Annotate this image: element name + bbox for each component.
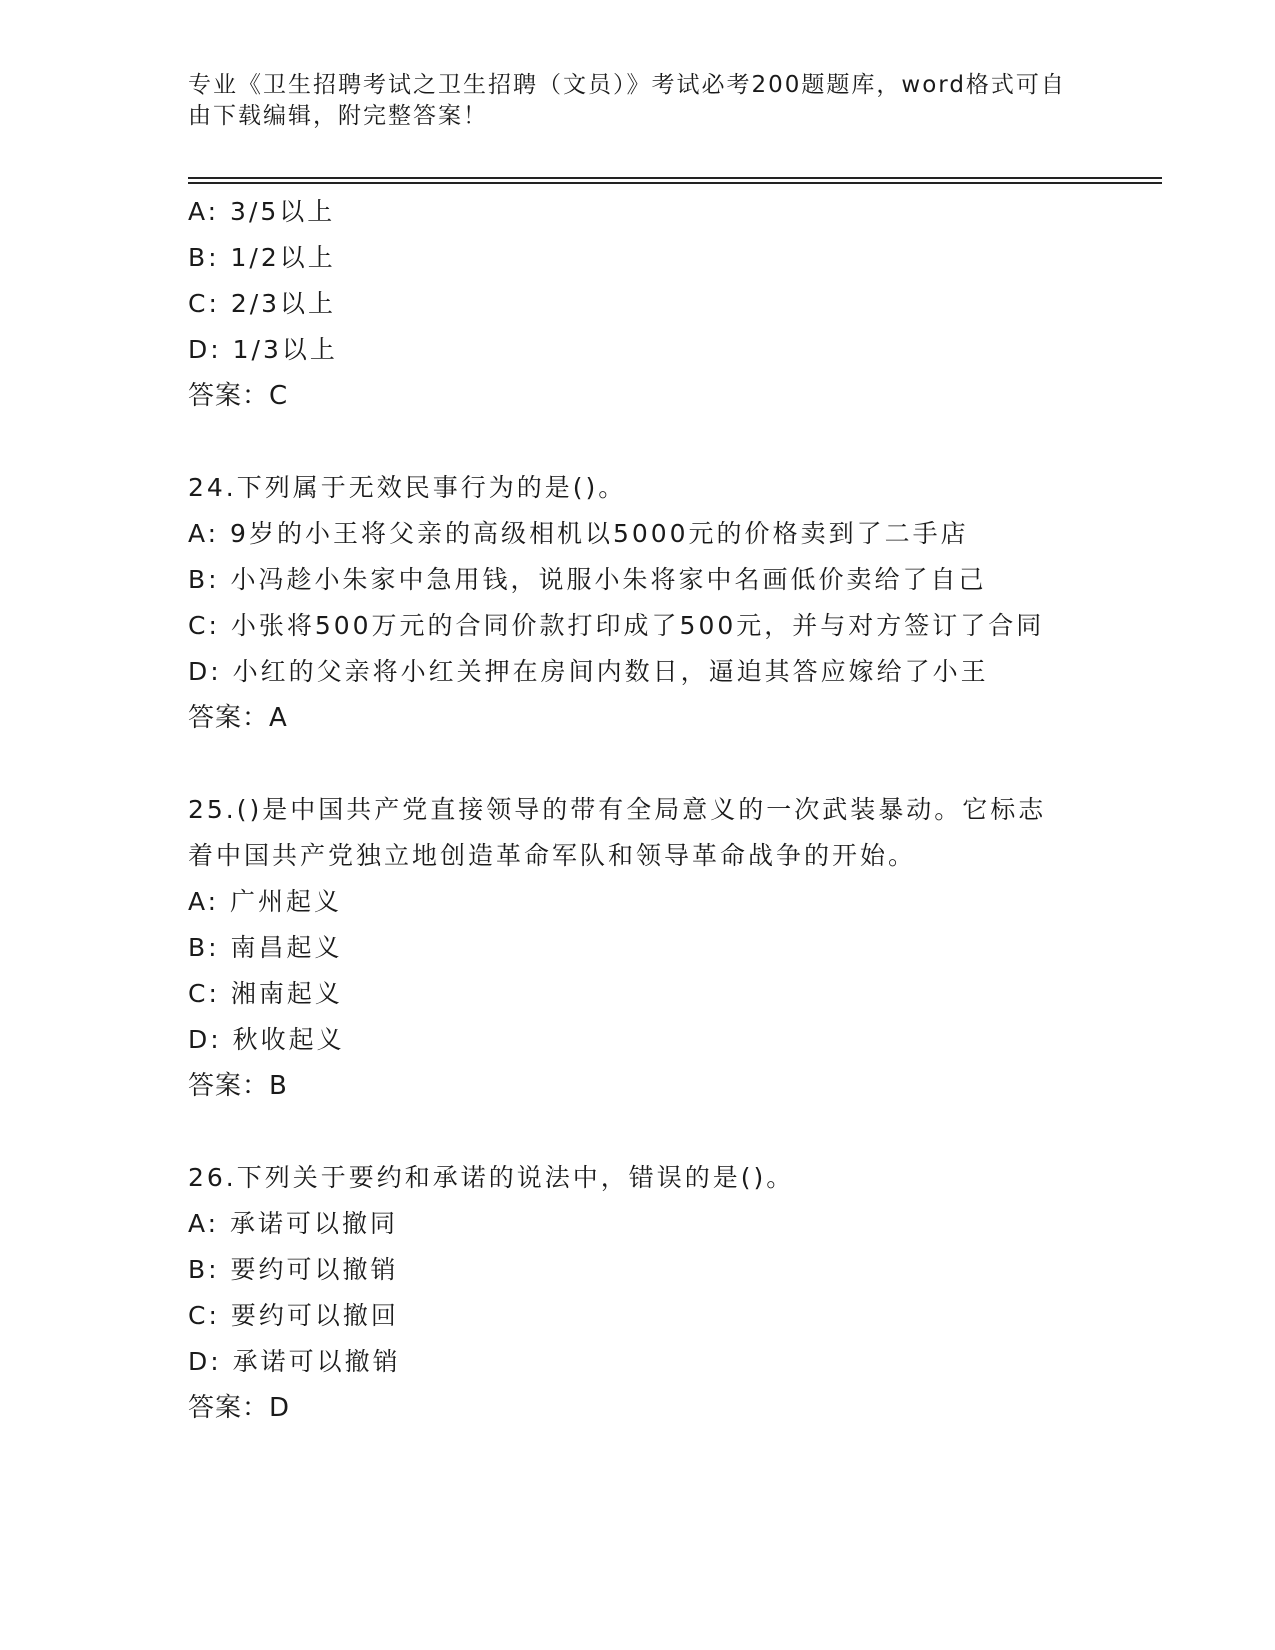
question-stem-line-2: 着中国共产党独立地创造革命军队和领导革命战争的开始。 [188, 841, 917, 870]
option-c: C: 要约可以撤回 [188, 1301, 399, 1330]
header-divider-bottom [188, 182, 1162, 184]
option-b: B: 小冯趁小朱家中急用钱，说服小朱将家中名画低价卖给了自己 [188, 565, 987, 594]
option-d: D: 承诺可以撤销 [188, 1347, 401, 1376]
option-c: C: 2/3以上 [188, 289, 337, 318]
question-25 [188, 787, 1088, 1109]
spacer [188, 419, 1088, 465]
option-c: C: 小张将500万元的合同价款打印成了500元，并与对方签订了合同 [188, 611, 1045, 640]
option-b: B: 要约可以撤销 [188, 1255, 399, 1284]
option-d: D: 1/3以上 [188, 335, 338, 364]
spacer [188, 1109, 1088, 1155]
header-line-2: 由下载编辑，附完整答案！ [188, 103, 488, 129]
question-26 [188, 1155, 1088, 1431]
question-stem: 24.下列属于无效民事行为的是()。 [188, 473, 627, 502]
option-d: D: 秋收起义 [188, 1025, 345, 1054]
spacer [188, 741, 1088, 787]
answer-line: 答案：A [188, 703, 288, 733]
document-header [188, 70, 1068, 132]
option-b: B: 南昌起义 [188, 933, 343, 962]
answer-line: 答案：C [188, 381, 289, 411]
option-a: A: 3/5以上 [188, 197, 336, 226]
option-c: C: 湘南起义 [188, 979, 343, 1008]
header-divider-top [188, 177, 1162, 179]
option-a: A: 承诺可以撤同 [188, 1209, 399, 1238]
option-d: D: 小红的父亲将小红关押在房间内数日，逼迫其答应嫁给了小王 [188, 657, 989, 686]
question-23 [188, 189, 1088, 419]
answer-line: 答案：B [188, 1071, 288, 1101]
question-list [188, 189, 1088, 1431]
question-stem: 26.下列关于要约和承诺的说法中，错误的是()。 [188, 1163, 795, 1192]
question-stem-line-1: 25.()是中国共产党直接领导的带有全局意义的一次武装暴动。它标志 [188, 795, 1047, 824]
question-24 [188, 465, 1088, 741]
header-line-1: 专业《卫生招聘考试之卫生招聘（文员）》考试必考200题题库，word格式可自 [188, 72, 1066, 98]
option-a: A: 广州起义 [188, 887, 343, 916]
answer-line: 答案：D [188, 1393, 291, 1423]
option-a: A: 9岁的小王将父亲的高级相机以5000元的价格卖到了二手店 [188, 519, 969, 548]
option-b: B: 1/2以上 [188, 243, 336, 272]
